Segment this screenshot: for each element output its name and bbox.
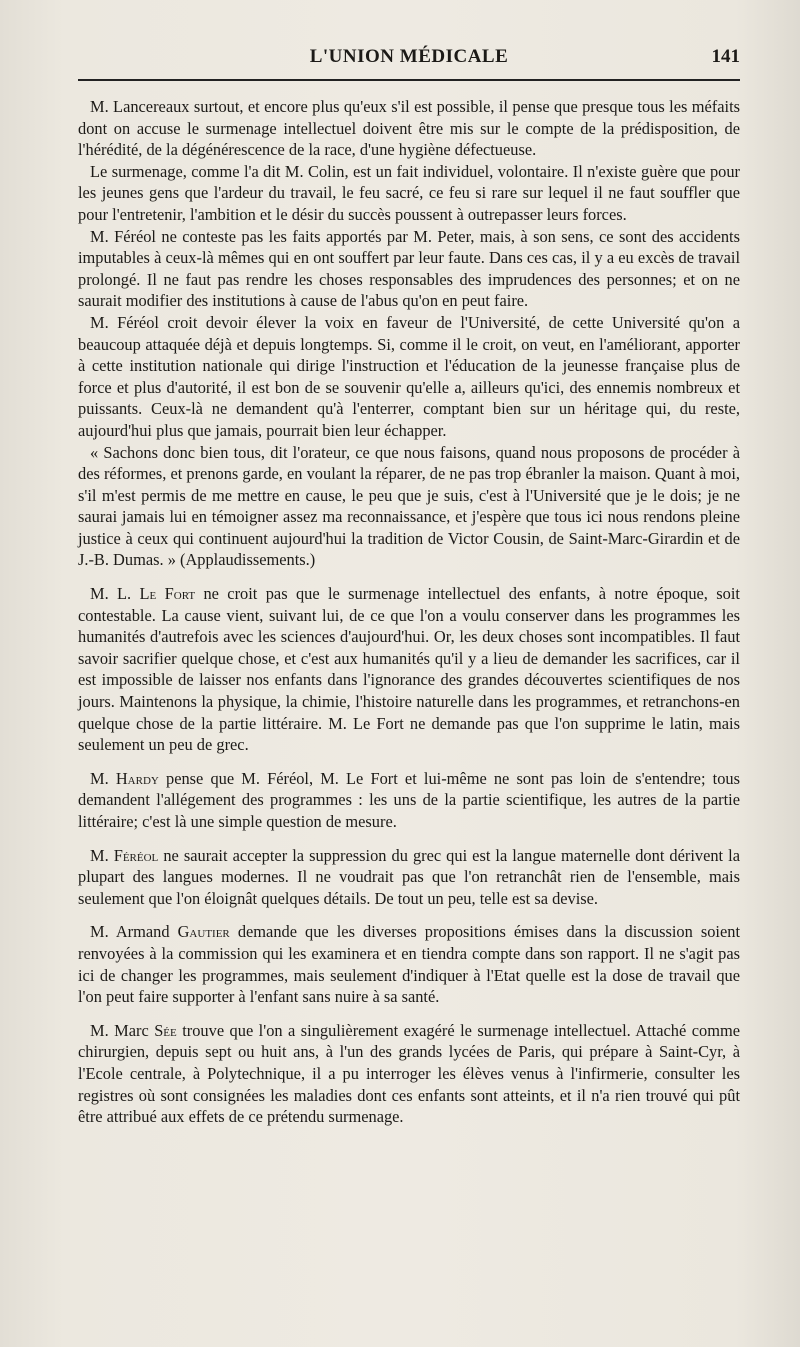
speaker-name: Sée xyxy=(154,1020,177,1040)
intervention-text: trouve que l'on a singulièrement exagéré le surmenage intellectuel. Attaché comme chirurgien, depuis sept ou huit ans, à l'un des grands lycées de Paris, qui prépare à Saint-Cyr, à l'Ecole centrale, à Polytechnique, il a pu interroger les élèves venus à l'infirmerie, consulter les registres où sont consignées les maladies dont ces enfants sont atteints, et il n'a rien trouvé qui pût être attribué aux effets de ce prétendu surmenage. xyxy=(78,1020,740,1127)
paragraph: M. Féréol croit devoir élever la voix en faveur de l'Université, de cette Université qu'on a beaucoup attaquée déjà et depuis longtemps. Si, comme il le croit, on veut, en l'améliorant, apporter à cette institution nationale qui dirige l'instruction et l'éducation de la jeunesse française plus de force et plus d'autorité, il est bon de se souvenir qu'elle a, ailleurs qu'ici, des ennemis nombreux et puissants. Ceux-là ne demandent qu'à l'enterrer, comptant bien sur un héritage qui, du reste, aujourd'hui plus que jamais, pourrait bien leur échapper. xyxy=(78,312,740,440)
intervention-see xyxy=(78,1020,740,1128)
header-rule xyxy=(78,79,740,81)
speaker-name: Gautier xyxy=(177,922,230,942)
speaker-prefix: M. Armand xyxy=(90,922,170,942)
speaker-prefix: M. xyxy=(90,845,109,865)
page-number: 141 xyxy=(711,46,740,67)
intervention-text: ne saurait accepter la suppression du grec qui est la langue maternelle dont dérivent la plupart des langues modernes. Il ne voudrait pas que l'on retranchât rien de l'ensemble, mais seulement que l'on éloignât quelques détails. De tout un peu, telle est sa devise. xyxy=(78,845,740,908)
paragraph: M. Féréol ne conteste pas les faits apportés par M. Peter, mais, à son sens, ce sont des accidents imputables à ceux-là mêmes qui en ont souffert par leur faute. Dans ces cas, il y a eu excès de travail prolongé. Il ne faut pas rendre les choses responsables des imprudences des personnes; et on ne saurait modifier des institutions à cause de l'abus qu'on en peut faire. xyxy=(78,226,740,311)
body-text xyxy=(78,96,740,1128)
speaker-prefix: M. L. xyxy=(90,584,132,604)
intervention-text: ne croit pas que le surmenage intellectuel des enfants, à notre époque, soit contestable. La cause vient, suivant lui, de ce que l'on a voulu conserver dans les programmes les humanités d'autrefois avec les sciences d'aujourd'hui. Or, les deux choses sont incompatibles. Il faut savoir sacrifier quelque chose, et c'est aux humanités qu'il y a lieu de demander les sacrifices, car il est impossible de laisser nos enfants dans l'ignorance des grandes découvertes scientifiques de nos jours. Maintenons la physique, la chimie, l'histoire naturelle dans les programmes, et retranchons-en quelque chose de la partie littéraire. M. Le Fort ne demande pas que l'on supprime le latin, mais seulement un peu de grec. xyxy=(78,584,740,755)
intervention-gautier xyxy=(78,921,740,1007)
intervention-fereol xyxy=(78,845,740,910)
page-header xyxy=(78,46,740,76)
paragraph: M. Lancereaux surtout, et encore plus qu'eux s'il est possible, il pense que presque tous les méfaits dont on accuse le surmenage intellectuel doivent être mis sur le compte de la prédisposition, de l'hérédité, de la dégénérescence de la race, d'une hygiène défectueuse. xyxy=(78,97,740,160)
intervention-text: demande que les diverses propositions émises dans la discussion soient renvoyées à la commission qui les examinera et en tiendra compte dans son rapport. Il ne s'agit pas ici de changer les programmes, mais seulement d'indiquer à l'Etat quelle est la dose de travail que l'on peut faire supporter à l'enfant sans nuire à sa santé. xyxy=(78,922,740,1007)
intervention-le-fort xyxy=(78,583,740,756)
speaker-name: Le Fort xyxy=(139,584,196,604)
paragraph: Le surmenage, comme l'a dit M. Colin, est un fait individuel, volontaire. Il n'existe guère que pour les jeunes gens que l'ardeur du travail, le feu sacré, ce feu si rare sur lequel il ne faut souffler que pour l'entretenir, l'ambition et le désir du succès poussent à outrepasser leurs forces. xyxy=(78,161,740,224)
intervention-text: pense que M. Féréol, M. Le Fort et lui-même ne sont pas loin de s'entendre; tous demandent l'allégement des programmes : les uns de la partie scientifique, les autres de la partie littéraire; c'est là une simple question de mesure. xyxy=(78,768,740,831)
speaker-name: Hardy xyxy=(115,768,159,788)
running-title: L'UNION MÉDICALE xyxy=(309,46,509,67)
intervention-hardy xyxy=(78,768,740,833)
paragraph: « Sachons donc bien tous, dit l'orateur, ce que nous faisons, quand nous proposons de procéder à des réformes, et prenons garde, en voulant la réparer, de ne pas trop ébranler la maison. Quant à moi, s'il m'est permis de me mettre en cause, le peu que je suis, c'est à l'Université que je le dois; je ne saurai jamais lui en témoigner assez ma reconnaissance, et j'espère que tous ici nous rendons pleine justice à ceux qui continuent aujourd'hui la tradition de Victor Cousin, de Saint-Marc-Girardin et de J.-B. Dumas. » (Applaudissements.) xyxy=(78,442,740,570)
speaker-name: Féréol xyxy=(113,845,159,865)
speaker-prefix: M. xyxy=(90,768,109,788)
speaker-prefix: M. Marc xyxy=(90,1020,149,1040)
